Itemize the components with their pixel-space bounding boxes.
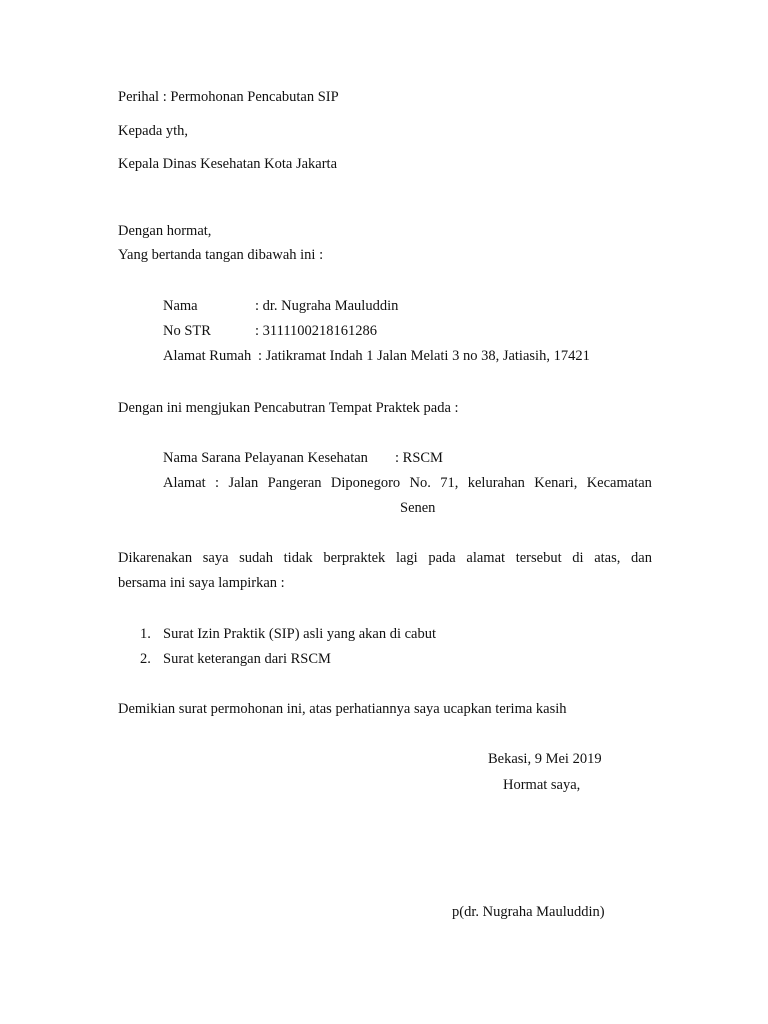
word: Diponegoro	[330, 475, 401, 491]
reason-line1	[118, 549, 652, 567]
list-text: Surat keterangan dari RSCM	[163, 651, 331, 667]
regards: Hormat saya,	[503, 777, 581, 793]
facility-value: : RSCM	[395, 450, 443, 466]
word: di	[572, 550, 584, 566]
name-value: : dr. Nugraha Mauluddin	[255, 298, 399, 314]
place-date: Bekasi, 9 Mei 2019	[488, 751, 602, 767]
word: tidak	[283, 550, 313, 566]
list-text: Surat Izin Praktik (SIP) asli yang akan di cabut	[163, 626, 437, 642]
subject-line: Perihal : Permohonan Pencabutan SIP	[118, 89, 339, 105]
request-statement: Dengan ini mengjukan Pencabutran Tempat Praktek pada :	[118, 400, 459, 416]
word: alamat	[466, 550, 506, 566]
word: atas,	[594, 550, 621, 566]
word: tersebut	[515, 550, 562, 566]
signature-name: p(dr. Nugraha Mauluddin)	[452, 904, 605, 920]
word: saya	[202, 550, 229, 566]
word: berpraktek	[323, 550, 386, 566]
word: Jalan	[228, 475, 259, 491]
word: Kecamatan	[586, 475, 652, 491]
word: pada	[428, 550, 456, 566]
list-number: 2.	[140, 651, 151, 667]
word: Dikarenakan	[118, 550, 193, 566]
str-label: No STR	[163, 323, 211, 339]
word: kelurahan	[467, 475, 525, 491]
word: :	[215, 475, 220, 491]
word: Pangeran	[267, 475, 322, 491]
word: sudah	[239, 550, 273, 566]
address-label: Alamat Rumah	[163, 348, 252, 364]
recipient: Kepala Dinas Kesehatan Kota Jakarta	[118, 156, 338, 172]
facility-address-line1	[163, 474, 652, 492]
word: lagi	[395, 550, 418, 566]
greeting: Dengan hormat,	[118, 223, 212, 239]
address-value: : Jatikramat Indah 1 Jalan Melati 3 no 38, Jatiasih, 17421	[258, 348, 590, 364]
word: Alamat	[163, 475, 206, 491]
word: Kenari,	[534, 475, 578, 491]
closing-statement: Demikian surat permohonan ini, atas perhatiannya saya ucapkan terima kasih	[118, 701, 567, 717]
str-value: : 3111100218161286	[255, 323, 378, 339]
name-label: Nama	[163, 298, 198, 314]
list-number: 1.	[140, 626, 151, 642]
intro: Yang bertanda tangan dibawah ini :	[118, 247, 324, 263]
facility-label: Nama Sarana Pelayanan Kesehatan	[163, 450, 368, 466]
word: dan	[631, 550, 652, 566]
word: 71,	[440, 475, 459, 491]
word: No.	[409, 475, 431, 491]
facility-address-line2: Senen	[400, 500, 436, 516]
reason-line2: bersama ini saya lampirkan :	[118, 575, 285, 591]
to-prefix: Kepada yth,	[118, 123, 189, 139]
